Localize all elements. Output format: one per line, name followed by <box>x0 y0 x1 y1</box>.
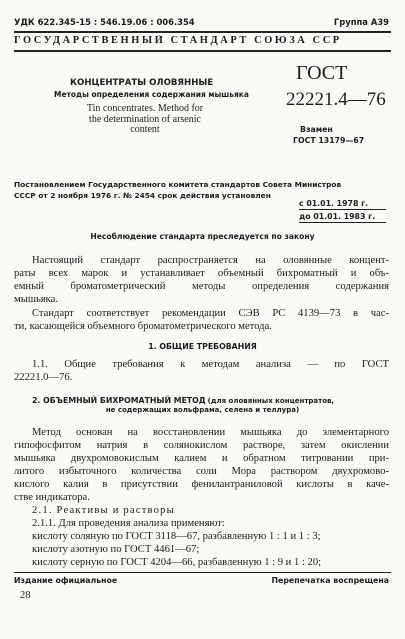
section-1-line: 22221.0—76. <box>14 372 73 383</box>
intro-line: ти, касающейся объемного броматометрического метода. <box>14 321 272 332</box>
decree-date-to: до 01.01. 1983 г. <box>299 212 376 221</box>
group-label: Группа А39 <box>333 17 389 27</box>
reagents-heading: 2.1. Реактивы и растворы <box>32 505 175 516</box>
document-title: КОНЦЕНТРАТЫ ОЛОВЯННЫЕ <box>70 78 214 88</box>
replaces-label: Взамен <box>300 125 333 134</box>
method-line: гипофосфитом натрия в солянокислом растворе, затем окислении <box>14 440 389 451</box>
reagent-item: кислоту серную по ГОСТ 4204—66, разбавленную 1 : 9 и 1 : 20; <box>32 557 322 568</box>
footer-official-edition: Издание официальное <box>14 576 118 585</box>
method-line: мышьяка двухромовокислым калием и обратном титровании при- <box>14 453 389 464</box>
replaces-value: ГОСТ 13179—67 <box>293 136 365 145</box>
footer-rule <box>14 572 391 573</box>
intro-line: Настоящий стандарт распространяется на оловянные концент- <box>32 255 389 266</box>
section-1-line: 1.1. Общие требования к методам анализа — по ГОСТ <box>32 359 389 370</box>
document-subtitle: Методы определения содержания мышьяка <box>54 90 249 99</box>
intro-line: Стандарт соответствует рекомендации СЭВ PC 4139—73 в час- <box>32 308 389 319</box>
gost-label: ГОСТ <box>296 62 348 84</box>
method-line: кислого калия в присутствии фенилантраниловой кислоты в каче- <box>14 479 389 490</box>
method-line: стве индикатора. <box>14 492 90 503</box>
method-line: Метод основан на восстановлении мышьяка до элементарного <box>32 427 389 438</box>
header-top-rule <box>14 31 391 33</box>
decree-from-underline <box>299 209 386 210</box>
decree-to-underline <box>299 222 386 223</box>
decree-text: Постановлением Государственного комитета стандартов Совета Министров СССР от 2 ноября 1976 г. № 2454 срок действия установлен <box>14 180 342 200</box>
section-1-heading: 1. ОБЩИЕ ТРЕБОВАНИЯ <box>148 342 257 351</box>
reagent-item: кислоту соляную по ГОСТ 3118—67, разбавленную 1 : 1 и 1 : 3; <box>32 531 321 542</box>
decree-date-from: с 01.01. 1978 г. <box>299 199 369 208</box>
gost-number: 22221.4—76 <box>286 89 386 110</box>
section-2-title: 2. ОБЪЕМНЫЙ БИХРОМАТНЫЙ МЕТОД <box>32 396 206 405</box>
intro-line: раты всех марок и устанавливает объемный бихроматный и объ- <box>14 268 389 279</box>
section-2-heading <box>32 396 391 405</box>
footer-reprint-prohibited: Перепечатка воспрещена <box>271 576 389 585</box>
english-title: Tin concentrates. Method for the determination of arsenic content <box>86 103 204 135</box>
legal-warning: Несоблюдение стандарта преследуется по закону <box>90 232 315 241</box>
intro-line: мышьяка. <box>14 294 59 305</box>
header-bottom-rule <box>14 50 391 52</box>
section-2-note-line-2: не содержащих вольфрама, селена и теллура) <box>105 406 300 414</box>
intro-line: емный броматометрический методы определения содержания <box>14 281 389 292</box>
reagents-intro: 2.1.1. Для проведения анализа применяют: <box>32 518 225 529</box>
section-2-note: (для оловянных концентратов, <box>207 397 335 405</box>
reagent-item: кислоту азотную по ГОСТ 4461—67; <box>32 544 200 555</box>
standard-banner: ГОСУДАРСТВЕННЫЙ СТАНДАРТ СОЮЗА ССР <box>14 35 342 46</box>
page-number: 28 <box>20 590 31 601</box>
udk-code: УДК 622.345-15 : 546.19.06 : 006.354 <box>14 17 195 27</box>
method-line: литого избыточного количества соли Мора раствором двухромово- <box>14 466 389 477</box>
